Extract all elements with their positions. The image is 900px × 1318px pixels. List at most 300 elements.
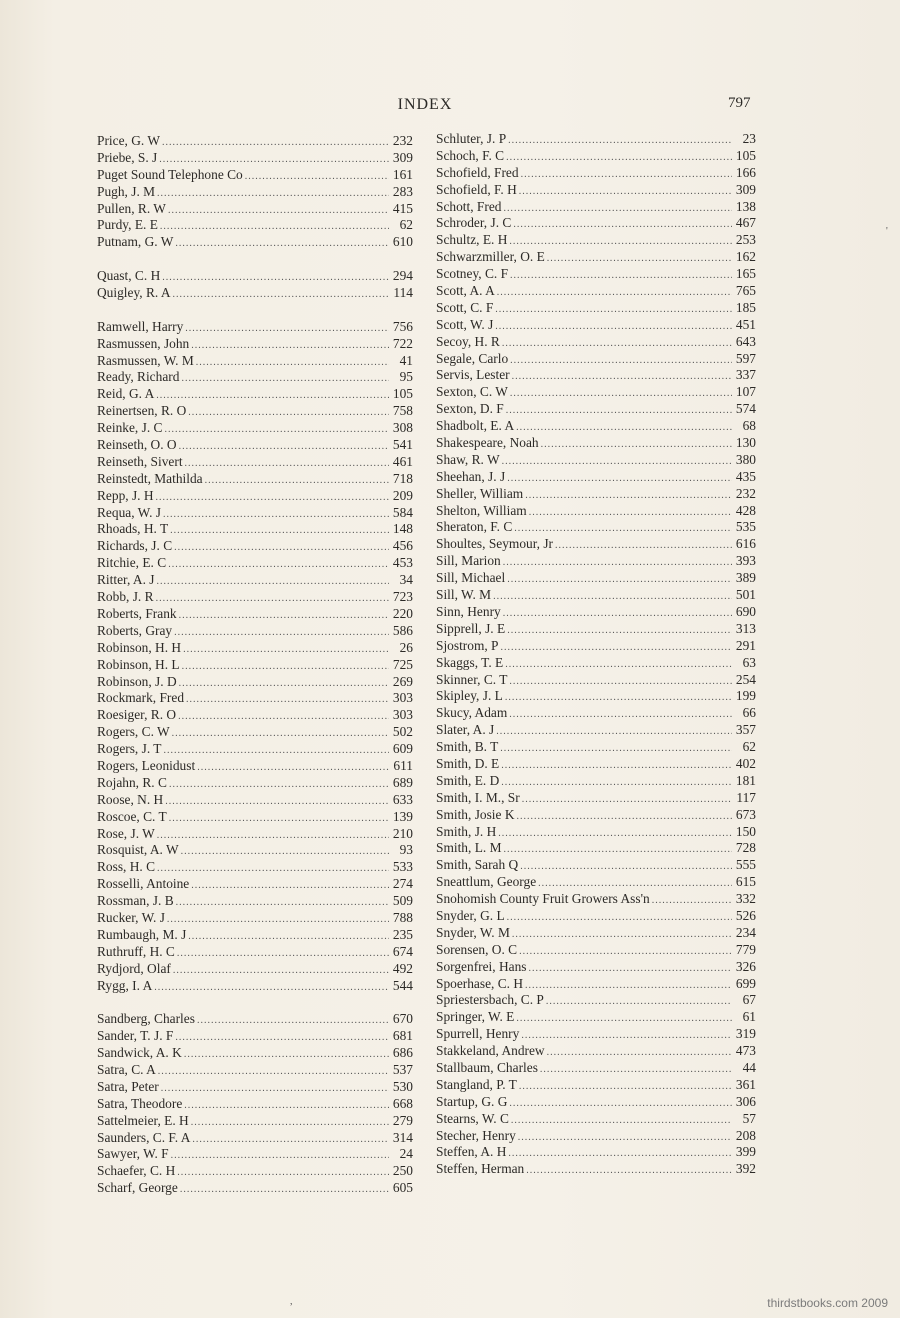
index-entry	[436, 148, 756, 165]
entry-name: Schaefer, C. H	[97, 1163, 176, 1179]
entry-name: Putnam, G. W	[97, 234, 174, 250]
index-entry	[97, 403, 413, 420]
entry-page-number: 415	[392, 200, 413, 216]
entry-page-number: 609	[392, 741, 413, 757]
entry-name: Reid, G. A	[97, 386, 155, 402]
entry-name: Sjostrom, P	[436, 637, 499, 653]
entry-name: Roberts, Gray	[97, 622, 173, 638]
entry-page-number: 61	[742, 1009, 756, 1025]
entry-page-number: 62	[742, 739, 756, 755]
index-entry	[436, 469, 756, 486]
entry-name: Richards, J. C	[97, 538, 173, 554]
index-entry	[436, 621, 756, 638]
entry-name: Sexton, C. W	[436, 384, 508, 400]
entry-name: Sheehan, J. J	[436, 468, 506, 484]
entry-page-number: 148	[392, 521, 413, 537]
index-entry	[436, 553, 756, 570]
entry-name: Springer, W. E	[436, 1009, 515, 1025]
index-entry	[97, 792, 413, 809]
index-entry	[97, 521, 413, 538]
index-entry	[97, 859, 413, 876]
entry-name: Skaggs, T. E	[436, 654, 504, 670]
entry-page-number: 451	[735, 316, 756, 332]
dot-leader	[173, 287, 389, 304]
index-entry	[97, 369, 413, 386]
entry-page-number: 274	[392, 876, 413, 892]
entry-name: Sorensen, O. C	[436, 941, 518, 957]
entry-name: Sipprell, J. E	[436, 620, 506, 636]
entry-name: Robinson, J. D	[97, 673, 177, 689]
index-entry	[436, 655, 756, 672]
dot-leader	[493, 589, 732, 606]
entry-page-number: 41	[399, 352, 413, 368]
entry-page-number: 309	[392, 149, 413, 165]
entry-page-number: 399	[735, 1144, 756, 1160]
index-entry	[97, 437, 413, 454]
index-entry	[97, 876, 413, 893]
entry-name: Smith, I. M., Sr	[436, 789, 520, 805]
dot-leader	[157, 828, 389, 845]
dot-leader	[503, 555, 732, 572]
entry-name: Scott, C. F	[436, 299, 494, 315]
entry-page-number: 725	[392, 656, 413, 672]
entry-name: Stangland, P. T	[436, 1076, 517, 1092]
watermark: thirdstbooks.com 2009	[767, 1296, 888, 1310]
dot-leader	[205, 473, 389, 490]
entry-name: Schofield, Fred	[436, 164, 519, 180]
index-entry	[97, 1096, 413, 1113]
dot-leader	[521, 1028, 732, 1045]
entry-name: Schluter, J. P	[436, 131, 507, 146]
entry-page-number: 326	[735, 958, 756, 974]
dot-leader	[525, 978, 732, 995]
entry-name: Schwarzmiller, O. E	[436, 249, 545, 265]
index-entry	[436, 1043, 756, 1060]
entry-name: Secoy, H. R	[436, 333, 500, 349]
entry-page-number: 633	[392, 791, 413, 807]
entry-name: Sneattlum, George	[436, 874, 537, 890]
entry-page-number: 689	[392, 774, 413, 790]
dot-leader	[185, 456, 389, 473]
index-entry	[436, 182, 756, 199]
index-entry	[436, 857, 756, 874]
entry-page-number: 605	[392, 1180, 413, 1196]
dot-leader	[505, 690, 732, 707]
entry-name: Roose, N. H	[97, 791, 164, 807]
entry-page-number: 314	[392, 1129, 413, 1145]
dot-leader	[157, 186, 389, 203]
entry-name: Rosquist, A. W	[97, 842, 179, 858]
entry-page-number: 319	[735, 1026, 756, 1042]
entry-page-number: 537	[392, 1061, 413, 1077]
dot-leader	[183, 642, 389, 659]
entry-name: Sandwick, A. K	[97, 1045, 182, 1061]
entry-page-number: 313	[735, 620, 756, 636]
index-entry	[97, 386, 413, 403]
dot-leader	[175, 236, 389, 253]
entry-name: Satra, C. A	[97, 1061, 156, 1077]
index-entry	[436, 1111, 756, 1128]
entry-page-number: 674	[392, 943, 413, 959]
entry-page-number: 279	[392, 1112, 413, 1128]
dot-leader	[507, 910, 732, 927]
dot-leader	[495, 302, 732, 319]
entry-page-number: 756	[392, 318, 413, 334]
index-entry	[97, 555, 413, 572]
dot-leader	[505, 657, 732, 674]
entry-name: Reinstedt, Mathilda	[97, 470, 203, 486]
entry-name: Smith, B. T	[436, 739, 499, 755]
dot-leader	[245, 169, 389, 186]
dot-leader	[191, 878, 389, 895]
entry-page-number: 62	[399, 217, 413, 233]
dot-leader	[546, 994, 732, 1011]
page-number: 797	[728, 95, 751, 111]
index-entry	[436, 519, 756, 536]
entry-name: Reinseth, O. O	[97, 437, 177, 453]
entry-page-number: 105	[735, 147, 756, 163]
entry-page-number: 453	[392, 555, 413, 571]
dot-leader	[555, 538, 732, 555]
entry-page-number: 250	[392, 1163, 413, 1179]
dot-leader	[521, 167, 732, 184]
entry-name: Stakkeland, Andrew	[436, 1043, 545, 1059]
dot-leader	[186, 692, 389, 709]
index-entry	[97, 674, 413, 691]
entry-page-number: 254	[735, 671, 756, 687]
index-entry	[97, 505, 413, 522]
dot-leader	[525, 488, 732, 505]
page-title: INDEX	[397, 96, 453, 113]
index-entry	[97, 538, 413, 555]
index-entry	[436, 942, 756, 959]
dot-leader	[165, 794, 389, 811]
entry-name: Sill, Michael	[436, 570, 506, 586]
index-entry	[436, 215, 756, 232]
entry-page-number: 253	[735, 232, 756, 248]
entry-page-number: 332	[735, 891, 756, 907]
entry-page-number: 728	[735, 840, 756, 856]
index-entry	[436, 908, 756, 925]
entry-name: Shelton, William	[436, 502, 527, 518]
index-entry	[97, 758, 413, 775]
entry-page-number: 63	[742, 654, 756, 670]
entry-page-number: 686	[392, 1045, 413, 1061]
dot-leader	[508, 1146, 732, 1163]
entry-name: Snyder, W. M	[436, 924, 510, 940]
entry-page-number: 461	[392, 453, 413, 469]
dot-leader	[652, 893, 732, 910]
entry-name: Rockmark, Fred	[97, 690, 185, 706]
index-entry	[436, 1161, 756, 1178]
entry-name: Rossman, J. B	[97, 893, 174, 909]
entry-page-number: 181	[735, 772, 756, 788]
entry-page-number: 161	[392, 166, 413, 182]
dot-leader	[182, 659, 389, 676]
entry-name: Rumbaugh, M. J	[97, 926, 187, 942]
index-entry	[436, 266, 756, 283]
index-entry	[436, 604, 756, 621]
entry-page-number: 44	[742, 1059, 756, 1075]
dot-leader	[503, 606, 732, 623]
entry-name: Skipley, J. L	[436, 688, 503, 704]
index-entry	[97, 234, 413, 251]
index-entry	[97, 775, 413, 792]
entry-name: Schott, Fred	[436, 198, 502, 214]
entry-name: Sheraton, F. C	[436, 519, 513, 535]
entry-page-number: 670	[392, 1011, 413, 1027]
entry-name: Rosselli, Antoine	[97, 876, 190, 892]
paper-speck: ,	[290, 1296, 293, 1307]
index-entry	[97, 724, 413, 741]
entry-page-number: 235	[392, 926, 413, 942]
dot-leader	[191, 1115, 389, 1132]
dot-leader	[168, 557, 389, 574]
index-entry	[436, 536, 756, 553]
dot-leader	[175, 1030, 389, 1047]
entry-name: Shadbolt, E. A	[436, 418, 515, 434]
entry-page-number: 765	[735, 283, 756, 299]
dot-leader	[500, 741, 732, 758]
dot-leader	[516, 420, 732, 437]
entry-name: Sill, W. M	[436, 587, 492, 603]
entry-name: Rydjord, Olaf	[97, 960, 171, 976]
dot-leader	[179, 608, 389, 625]
index-entry	[436, 401, 756, 418]
entry-name: Rose, J. W	[97, 825, 155, 841]
entry-page-number: 199	[735, 688, 756, 704]
entry-name: Shaw, R. W	[436, 451, 500, 467]
entry-name: Ritter, A. J	[97, 572, 155, 588]
entry-page-number: 428	[735, 502, 756, 518]
entry-page-number: 308	[392, 420, 413, 436]
dot-leader	[179, 439, 389, 456]
section-gap	[97, 994, 413, 1011]
dot-leader	[181, 371, 389, 388]
entry-page-number: 303	[392, 690, 413, 706]
entry-page-number: 24	[399, 1146, 413, 1162]
section-gap	[97, 302, 413, 319]
entry-name: Shakespeare, Noah	[436, 435, 539, 451]
dot-leader	[498, 826, 732, 843]
dot-leader	[501, 640, 732, 657]
index-entry	[436, 1128, 756, 1145]
dot-leader	[529, 505, 732, 522]
entry-name: Robinson, H. L	[97, 656, 180, 672]
index-entry	[97, 623, 413, 640]
paper-speck: '	[886, 226, 888, 237]
index-entry	[97, 1146, 413, 1163]
index-entry	[97, 184, 413, 201]
dot-leader	[197, 1013, 389, 1030]
index-entry	[97, 488, 413, 505]
entry-name: Reinke, J. C	[97, 420, 163, 436]
entry-page-number: 93	[399, 842, 413, 858]
index-entry	[97, 133, 413, 150]
entry-name: Spoerhase, C. H	[436, 975, 524, 991]
dot-leader	[513, 217, 732, 234]
entry-name: Stecher, Henry	[436, 1127, 516, 1143]
entry-name: Puget Sound Telephone Co	[97, 166, 243, 182]
index-entry	[97, 707, 413, 724]
dot-leader	[177, 946, 389, 963]
entry-page-number: 597	[735, 350, 756, 366]
entry-name: Snyder, G. L	[436, 907, 505, 923]
entry-page-number: 105	[392, 386, 413, 402]
index-entry	[97, 420, 413, 437]
entry-name: Pugh, J. M	[97, 183, 156, 199]
dot-leader	[176, 895, 389, 912]
entry-page-number: 473	[735, 1043, 756, 1059]
entry-page-number: 166	[735, 164, 756, 180]
entry-name: Quast, C. H	[97, 268, 161, 284]
dot-leader	[502, 336, 732, 353]
index-entry	[436, 976, 756, 993]
dot-leader	[157, 574, 390, 591]
entry-name: Smith, Sarah Q	[436, 857, 519, 873]
entry-name: Price, G. W	[97, 133, 160, 148]
entry-page-number: 234	[735, 924, 756, 940]
entry-name: Roscoe, C. T	[97, 808, 167, 824]
dot-leader	[517, 809, 733, 826]
dot-leader	[158, 1064, 389, 1081]
dot-leader	[162, 270, 389, 287]
index-entry	[97, 1062, 413, 1079]
index-entry	[436, 367, 756, 384]
entry-page-number: 209	[392, 487, 413, 503]
entry-page-number: 533	[392, 859, 413, 875]
dot-leader	[508, 133, 732, 150]
entry-page-number: 723	[392, 589, 413, 605]
dot-leader	[547, 1045, 732, 1062]
dot-leader	[163, 507, 389, 524]
dot-leader	[501, 775, 732, 792]
index-entry	[436, 199, 756, 216]
index-entry	[436, 317, 756, 334]
entry-page-number: 380	[735, 451, 756, 467]
index-entry	[97, 640, 413, 657]
index-entry	[97, 1130, 413, 1147]
dot-leader	[503, 842, 732, 859]
index-entry	[436, 452, 756, 469]
index-entry	[436, 418, 756, 435]
dot-leader	[512, 369, 732, 386]
index-entry	[97, 927, 413, 944]
index-entry	[436, 688, 756, 705]
dot-leader	[170, 523, 389, 540]
index-entry	[97, 268, 413, 285]
index-entry	[436, 672, 756, 689]
dot-leader	[503, 201, 732, 218]
index-entry	[97, 893, 413, 910]
index-entry	[97, 809, 413, 826]
dot-leader	[188, 405, 389, 422]
index-entry	[97, 978, 413, 995]
index-entry	[436, 705, 756, 722]
entry-page-number: 361	[735, 1076, 756, 1092]
entry-page-number: 269	[392, 673, 413, 689]
entry-page-number: 114	[393, 285, 413, 301]
entry-name: Satra, Theodore	[97, 1095, 183, 1111]
entry-name: Saunders, C. F. A	[97, 1129, 191, 1145]
dot-leader	[179, 676, 389, 693]
dot-leader	[185, 321, 389, 338]
entry-name: Sawyer, W. F	[97, 1146, 169, 1162]
index-entry	[97, 353, 413, 370]
entry-page-number: 492	[392, 960, 413, 976]
dot-leader	[522, 792, 732, 809]
index-entry	[436, 874, 756, 891]
entry-page-number: 23	[742, 131, 756, 146]
index-entry	[436, 739, 756, 756]
index-entry	[436, 131, 756, 148]
entry-page-number: 544	[392, 977, 413, 993]
entry-name: Sill, Marion	[436, 553, 501, 569]
dot-leader	[161, 1081, 389, 1098]
dot-leader	[174, 540, 389, 557]
dot-leader	[520, 859, 732, 876]
index-entry	[436, 773, 756, 790]
entry-page-number: 502	[392, 724, 413, 740]
index-entry	[97, 1113, 413, 1130]
entry-name: Ross, H. C	[97, 859, 156, 875]
index-entry	[436, 334, 756, 351]
entry-name: Rucker, W. J	[97, 909, 165, 925]
entry-page-number: 68	[742, 418, 756, 434]
dot-leader	[519, 184, 732, 201]
entry-name: Scotney, C. F	[436, 266, 509, 282]
entry-name: Stearns, W. C	[436, 1110, 509, 1126]
index-entry	[97, 471, 413, 488]
entry-page-number: 541	[392, 437, 413, 453]
dot-leader	[507, 471, 732, 488]
index-entry	[436, 351, 756, 368]
entry-name: Smith, D. E	[436, 755, 500, 771]
entry-page-number: 57	[742, 1110, 756, 1126]
entry-page-number: 138	[735, 198, 756, 214]
entry-name: Spurrell, Henry	[436, 1026, 520, 1042]
entry-name: Roberts, Frank	[97, 605, 177, 621]
entry-page-number: 232	[392, 133, 413, 148]
entry-name: Rasmussen, John	[97, 335, 190, 351]
entry-name: Reinertsen, R. O	[97, 403, 187, 419]
index-entry	[97, 572, 413, 589]
entry-name: Robinson, H. H	[97, 639, 182, 655]
entry-name: Steffen, A. H	[436, 1144, 507, 1160]
index-entry	[97, 201, 413, 218]
index-entry	[97, 961, 413, 978]
entry-page-number: 690	[735, 603, 756, 619]
index-entry	[97, 690, 413, 707]
entry-page-number: 107	[735, 384, 756, 400]
entry-name: Schroder, J. C	[436, 215, 512, 231]
entry-page-number: 130	[735, 435, 756, 451]
entry-name: Ritchie, E. C	[97, 555, 167, 571]
entry-name: Shoultes, Seymour, Jr	[436, 536, 554, 552]
entry-page-number: 291	[735, 637, 756, 653]
entry-name: Sheller, William	[436, 485, 524, 501]
entry-name: Ready, Richard	[97, 369, 180, 385]
entry-page-number: 303	[392, 707, 413, 723]
index-entry	[436, 587, 756, 604]
dot-leader	[184, 1047, 389, 1064]
index-entry	[436, 925, 756, 942]
dot-leader	[169, 811, 389, 828]
entry-name: Steffen, Herman	[436, 1161, 525, 1177]
dot-leader	[540, 1062, 732, 1079]
entry-name: Startup, G. G	[436, 1093, 508, 1109]
dot-leader	[501, 758, 732, 775]
